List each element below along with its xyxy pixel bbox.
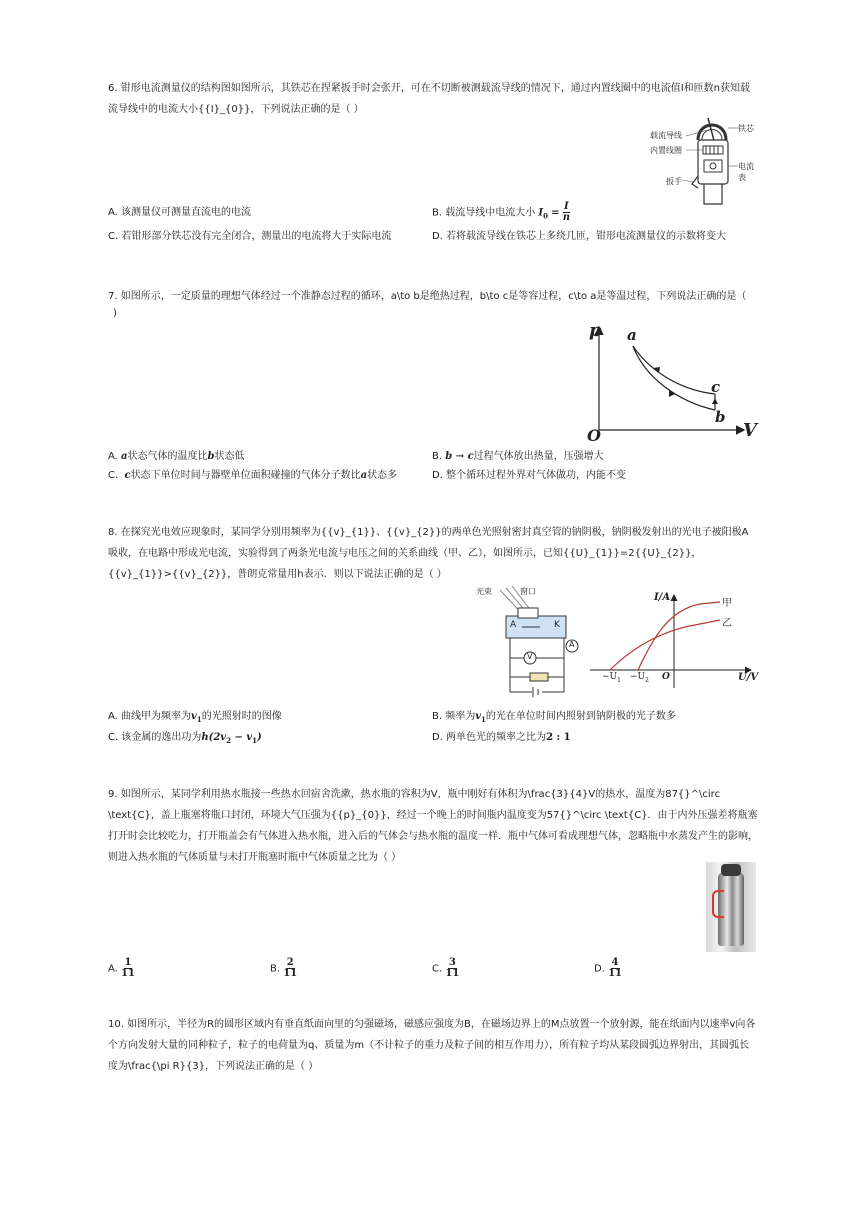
iu-tick-u1 — [602, 672, 621, 684]
q9-option-d[interactable] — [594, 958, 622, 979]
q7-option-a-m2: b — [207, 451, 215, 462]
thermos-photo — [706, 862, 756, 952]
label-wire: 载流导线 — [650, 131, 682, 140]
q9-option-a-frac — [121, 958, 135, 979]
q8-option-a-math: v — [191, 711, 197, 722]
iu-curve-yi: 乙 — [722, 618, 732, 629]
q7-option-a-m1: a — [121, 451, 128, 462]
pv-point-c: c — [711, 378, 721, 396]
q7-option-c-label: C. — [108, 470, 119, 481]
q6-option-b[interactable] — [432, 202, 570, 224]
pv-point-a: a — [627, 326, 637, 344]
q8-option-c[interactable] — [108, 731, 262, 748]
q7-stem-cont: ) — [113, 308, 117, 319]
pv-point-b: b — [715, 408, 726, 426]
q9-option-a[interactable] — [108, 958, 135, 979]
q7-option-a-suffix: 状态低 — [214, 451, 245, 462]
q6-option-b-frac — [563, 202, 570, 223]
q7-option-c-suffix: 状态多 — [367, 470, 398, 481]
q9-option-c-frac — [445, 958, 459, 979]
q8-option-d[interactable] — [432, 731, 571, 745]
q8-option-b-math: v — [475, 711, 482, 722]
q6-option-b-lhs: I — [538, 207, 544, 219]
q9-option-a-num: 1 — [124, 957, 132, 968]
q6-option-a[interactable]: A. 该测量仪可测量直流电的电流 — [108, 207, 252, 218]
q9-option-a-label: A. — [108, 963, 118, 975]
pv-axis-p: p — [589, 320, 602, 341]
label-window: 窗口 — [520, 587, 536, 596]
label-wrench: 扳手 — [666, 177, 682, 186]
q7-stem: 7. 如图所示，一定质量的理想气体经过一个准静态过程的循环，a\to b是绝热过程，b\to c是等容过程，c\to a是等温过程，下列说法正确的是（ — [108, 291, 747, 302]
q8-option-d-math: 2 : 1 — [546, 732, 571, 743]
q8-option-c-end: ) — [257, 732, 262, 743]
q6-option-b-eq: = — [551, 207, 560, 219]
q7-option-a[interactable] — [108, 450, 245, 464]
q8-option-b-prefix: B. 频率为 — [432, 711, 476, 722]
q9-option-c[interactable] — [432, 958, 459, 979]
thermos-cap — [721, 864, 741, 876]
label-coil: 内置线圈 — [650, 146, 682, 155]
clamp-meter-figure — [648, 114, 760, 210]
voltmeter-icon: V — [527, 652, 533, 661]
q7-option-a-label: A. — [108, 451, 118, 462]
q7-option-c-m2: a — [360, 470, 368, 481]
q8-option-a-prefix: A. 曲线甲为频率为 — [108, 711, 192, 722]
q7-option-b-label: B. — [432, 451, 443, 462]
iu-axis-i: I/A — [654, 592, 671, 603]
q7-option-b[interactable] — [432, 450, 604, 464]
q8-option-c-mid: − v — [231, 732, 253, 743]
q9-option-c-num: 3 — [448, 957, 456, 968]
iu-tick-u2-sub: 2 — [645, 676, 649, 684]
q8-stem: 8. 在探究光电效应现象时，某同学分别用频率为{{v}_{1}}、{{v}_{2}}的两单色光照射密封真空管的钠阴极，钠阴极发射出的光电子被阳极A吸收，在电路中形成光电流，实验得到了两条光电流与电压之间的关系曲线（甲、乙），如图所示，已知{{U}_{1}}=2{{U}_{2}}，{{v}_{1}}>{{v}_{2}}，普朗克常量用h表示．则以下说法正确的是（ ） — [108, 527, 749, 580]
q8-option-c-math: h(2v — [201, 732, 227, 743]
q6-option-b-sub: 0 — [543, 211, 548, 221]
q9-option-d-num: 4 — [611, 957, 619, 968]
q9-option-b-num: 2 — [286, 957, 294, 968]
q9-option-b-den: 11 — [283, 968, 298, 979]
q7-option-b-suffix: 过程气体放出热量，压强增大 — [473, 451, 604, 462]
q9-option-d-den: 11 — [608, 968, 622, 979]
label-core: 铁芯 — [738, 124, 754, 133]
q6-stem: 6. 钳形电流测量仪的结构图如图所示，其铁芯在捏紧扳手时会张开，可在不切断被测载流导线的情况下，通过内置线圈中的电流值I和匝数n获知载流导线中的电流大小{{I}_{0}}，下列说法正确的是（ ） — [108, 83, 751, 115]
q6-option-b-text: B. 载流导线中电流大小 — [432, 207, 536, 219]
ammeter-icon: A — [569, 640, 575, 649]
pv-origin: O — [587, 426, 601, 445]
q8-option-b-sub: 1 — [481, 715, 486, 724]
q7-option-a-mid: 状态气体的温度比 — [127, 451, 208, 462]
q9-option-d-label: D. — [594, 963, 605, 975]
q9-option-c-label: C. — [432, 963, 443, 975]
q10-stem: 10. 如图所示，半径为R的圆形区域内有垂直纸面向里的匀强磁场，磁感应强度为B，在磁场边界上的M点放置一个放射源，能在纸面内以速率v向各个方向发射大量的同种粒子，粒子的电荷量为q、质量为m（不计粒子的重力及粒子间的相互作用力），所有粒子均从某段圆弧边界射出，其圆弧长度为\frac{\pi R}{3}，下列说法正确的是（ ） — [108, 1019, 756, 1072]
q8-option-a-suffix: 的光照射时的图像 — [201, 711, 282, 722]
q8-option-c-prefix: C. 该金属的逸出功为 — [108, 732, 202, 743]
iu-graph — [590, 590, 762, 690]
iu-curve-jia: 甲 — [722, 598, 732, 609]
q9-option-b-label: B. — [270, 963, 281, 975]
q9-stem: 9. 如图所示，某同学利用热水瓶接一些热水回宿舍洗漱，热水瓶的容积为V，瓶中刚好有体积为\frac{3}{4}V的热水，温度为87{}^\circ \text{C}，盖上瓶塞将瓶口封闭，环境大气压强为{{p}_{0}}，经过一个晚上的时间瓶内温度变为57{}^\circ \text{C}．由于内外压强差将瓶塞打开时会比较吃力，打开瓶盖会有气体进入热水瓶，进入后的气体会与热水瓶的温度一样．瓶中气体可看成理想气体，忽略瓶中水蒸发产生的影响，则进入热水瓶的气体质量与未打开瓶塞时瓶中气体质量之比为（ ） — [108, 789, 758, 863]
q8-option-a[interactable] — [108, 710, 282, 727]
thermos-handle — [712, 890, 724, 918]
q7-option-c-m1: c — [124, 470, 131, 481]
q8-option-d-prefix: D. 两单色光的频率之比为 — [432, 732, 547, 743]
q8-option-b-suffix: 的光在单位时间内照射到钠阴极的光子数多 — [485, 711, 676, 722]
q8-option-c-sub2: 1 — [252, 736, 258, 745]
q6-option-b-den: n — [562, 212, 571, 223]
photoelectric-circuit — [470, 586, 582, 702]
q7-option-b-math: b → c — [445, 451, 474, 462]
q9-option-d-frac — [608, 958, 622, 979]
q7-option-c[interactable] — [108, 469, 397, 483]
iu-origin: O — [662, 672, 670, 682]
iu-tick-u1-sub: 1 — [617, 676, 621, 684]
label-cathode: K — [554, 620, 560, 630]
q6-option-c[interactable]: C. 若钳形部分铁芯没有完全闭合，测量出的电流将大于实际电流 — [108, 231, 392, 242]
q6-option-b-num: I — [564, 201, 569, 212]
pv-graph — [583, 320, 763, 448]
pv-axis-v: V — [743, 420, 757, 441]
iu-tick-u1-text: −U — [602, 672, 618, 682]
iu-tick-u2 — [630, 672, 649, 684]
q9-option-b[interactable] — [270, 958, 297, 979]
q8-option-c-sub1: 2 — [226, 736, 231, 745]
label-meter: 电流表 — [738, 162, 754, 182]
q7-option-d[interactable]: D. 整个循环过程外界对气体做功，内能不变 — [432, 470, 627, 481]
q9-option-b-frac — [283, 958, 297, 979]
q9-option-a-den: 11 — [121, 968, 135, 979]
q6-option-d[interactable]: D. 若将载流导线在铁芯上多绕几匝，钳形电流测量仪的示数将变大 — [432, 231, 727, 242]
q8-option-a-sub: 1 — [196, 715, 202, 724]
q8-option-b[interactable] — [432, 710, 676, 727]
q7-option-c-mid: 状态下单位时间与器壁单位面积碰撞的气体分子数比 — [130, 470, 361, 481]
label-anode: A — [510, 620, 517, 630]
iu-tick-u2-text: −U — [630, 672, 646, 682]
q9-option-c-den: 11 — [445, 968, 460, 979]
iu-axis-u: U/V — [738, 672, 759, 683]
label-beam: 光束 — [476, 587, 492, 596]
